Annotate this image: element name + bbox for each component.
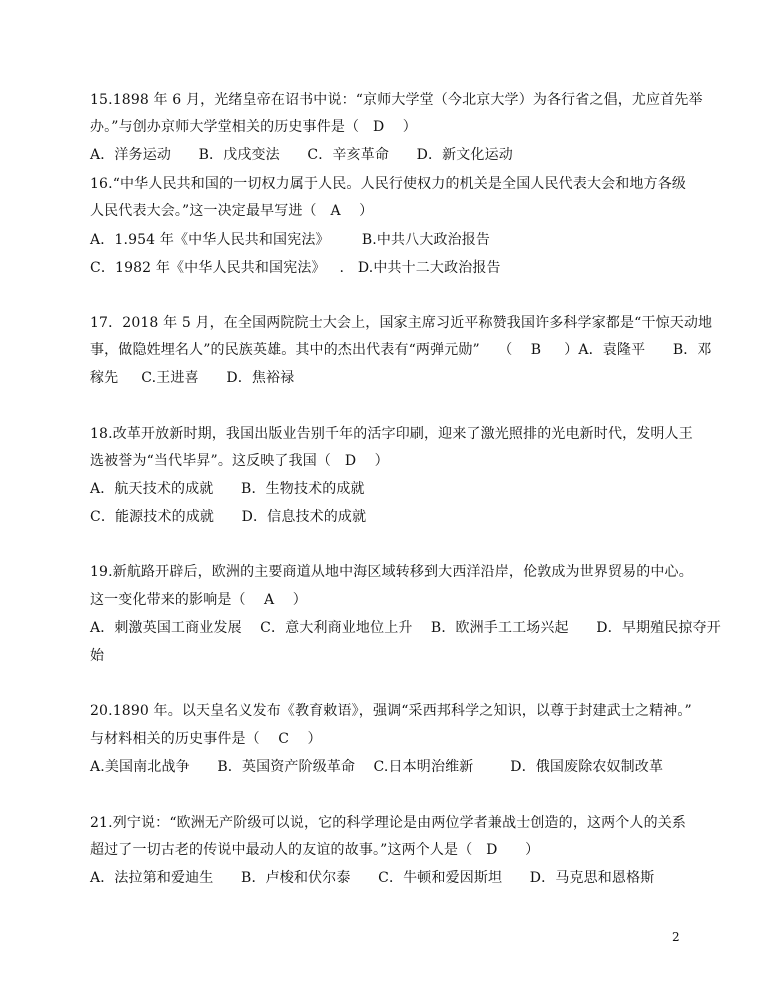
question-17-line-3: 稼先 C.王进喜 D．焦裕禄 [90,370,295,386]
question-16-line-2: 人民代表大会。”这一决定最早写进（ A ） [90,203,374,219]
question-16-line-1: 16.“中华人民共和国的一切权力属于人民。人民行使权力的机关是全国人民代表大会和地方各级 [90,176,687,192]
question-19-line-2: 这一变化带来的影响是（ A ） [90,592,307,608]
question-20-line-1: 20.1890 年。以天皇名义发布《教育敕语》，强调“采西邦科学之知识，以尊于封建武士之精神。” [90,703,692,719]
question-18-line-1: 18.改革开放新时期，我国出版业告别千年的活字印刷，迎来了激光照排的光电新时代，发明人王 [90,426,693,442]
question-19-options-2: 始 [90,648,105,664]
question-19-line-1: 19.新航路开辟后，欧洲的主要商道从地中海区域转移到大西洋沿岸，伦敦成为世界贸易的中心。 [90,564,693,580]
question-20-line-2: 与材料相关的历史事件是（ C ） [90,731,322,747]
question-21-line-1: 21.列宁说：“欧洲无产阶级可以说，它的科学理论是由两位学者兼战士创造的，这两个人的关系 [90,815,687,831]
question-18-options-2: C．能源技术的成就 D．信息技术的成就 [90,509,367,525]
question-17-line-1: 17．2018 年 5 月，在全国两院院士大会上，国家主席习近平称赞我国许多科学家都是“干惊天动地 [90,315,713,331]
question-16-options-2: C．1982 年《中华人民共和国宪法》 . D.中共十二大政治报告 [90,260,501,276]
question-18-line-2: 选被誉为“当代毕昇”。这反映了我国（ D ） [90,453,389,469]
question-15-line-2: 办。”与创办京师大学堂相关的历史事件是（ D ） [90,119,417,135]
question-15-line-1: 15.1898 年 6 月，光绪皇帝在诏书中说：“京师大学堂（今北京大学）为各行省之倡，尤应首先举 [90,92,703,108]
question-16-options-1: A．1.954 年《中华人民共和国宪法》 B.中共八大政治报告 [90,232,491,248]
question-21-options: A．法拉第和爱迪生 B．卢梭和伏尔泰 C．牛顿和爱因斯坦 D．马克思和恩格斯 [90,870,655,886]
question-20-options: A.美国南北战争 B．英国资产阶级革命 C.日本明治维新 D．俄国废除农奴制改革 [90,759,664,775]
question-17-line-2: 事，做隐姓埋名人”的民族英雄。其中的杰出代表有“两弹元勋” （ B ）A．袁隆平 B．邓 [90,342,712,358]
question-15-options: A．洋务运动 B．戊戌变法 C．辛亥革命 D．新文化运动 [90,147,513,163]
question-21-line-2: 超过了一切古老的传说中最动人的友谊的故事。”这两个人是（ D ） [90,842,540,858]
question-18-options-1: A．航天技术的成就 B．生物技术的成就 [90,481,365,497]
question-19-options-1: A．刺激英国工商业发展 C．意大利商业地位上升 B．欧洲手工工场兴起 D．早期殖民掠夺开 [90,620,721,636]
page-number: 2 [672,930,680,944]
